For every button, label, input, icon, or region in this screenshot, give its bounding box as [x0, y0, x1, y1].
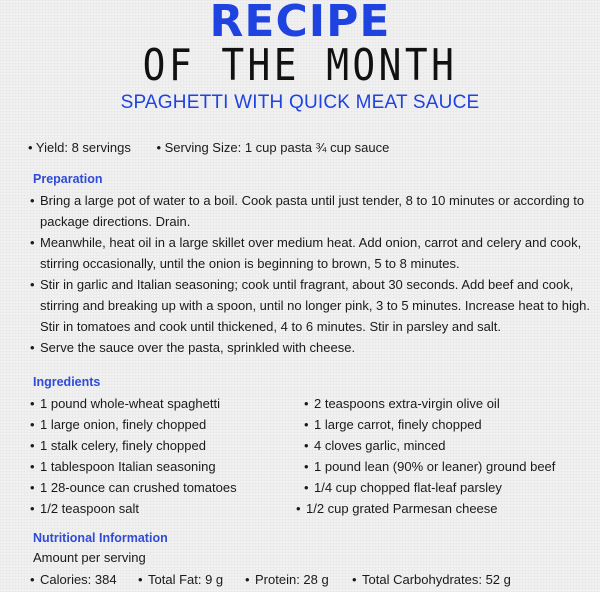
nutrition-protein: • Protein: 28 g [245, 572, 329, 587]
nutrition-heading: Nutritional Information [33, 531, 168, 545]
recipe-title: RECIPE [209, 0, 391, 47]
ingredient-item: • 4 cloves garlic, minced [304, 435, 555, 456]
nutrition-total-fat: • Total Fat: 9 g [138, 572, 223, 587]
ingredient-item: • 1/2 cup grated Parmesan cheese [296, 498, 555, 519]
nutrition-calories: • Calories: 384 [30, 572, 117, 587]
yield-row [28, 140, 411, 155]
prep-step: • Bring a large pot of water to a boil. Cook pasta until just tender, 8 to 10 minutes or according to package directions. Drain. [30, 190, 590, 232]
ingredient-item: • 1 28-ounce can crushed tomatoes [30, 477, 237, 498]
ingredient-item: • 1 stalk celery, finely chopped [30, 435, 237, 456]
ingredient-item: • 1/4 cup chopped flat-leaf parsley [304, 477, 555, 498]
prep-step: • Serve the sauce over the pasta, sprinkled with cheese. [30, 337, 590, 358]
preparation-list [30, 190, 590, 358]
ingredient-item: • 1 large carrot, finely chopped [304, 414, 555, 435]
ingredient-item: • 1 tablespoon Italian seasoning [30, 456, 237, 477]
ingredients-heading: Ingredients [33, 375, 101, 389]
preparation-heading: Preparation [33, 172, 103, 186]
ingredient-item: • 1/2 teaspoon salt [30, 498, 237, 519]
ingredient-item: • 1 pound lean (90% or leaner) ground beef [304, 456, 555, 477]
recipe-name: SPAGHETTI WITH QUICK MEAT SAUCE [120, 92, 480, 113]
ingredients-left-column [30, 393, 237, 519]
ingredients-right-column [304, 393, 555, 519]
amount-per-serving: Amount per serving [33, 550, 146, 565]
ingredient-item: • 1 large onion, finely chopped [30, 414, 237, 435]
nutrition-carbohydrates: • Total Carbohydrates: 52 g [352, 572, 511, 587]
ingredient-item: • 1 pound whole-wheat spaghetti [30, 393, 237, 414]
prep-step: • Stir in garlic and Italian seasoning; cook until fragrant, about 30 seconds. Add beef and cook, stirring and breaking up with a spoon, until no longer pink, 3 to 5 minutes. Increase heat to high. Stir in tomatoes and cook until thickened, 4 to 6 minutes. Stir in parsley and salt. [30, 274, 590, 337]
yield-text: • Yield: 8 servings [28, 140, 131, 155]
ingredient-item: • 2 teaspoons extra-virgin olive oil [304, 393, 555, 414]
prep-step: • Meanwhile, heat oil in a large skillet over medium heat. Add onion, carrot and celery and cook, stirring occasionally, until the onion is beginning to brown, 5 to 8 minutes. [30, 232, 590, 274]
of-the-month-title: OF THE MONTH [142, 40, 458, 91]
serving-size-text: • Serving Size: 1 cup pasta ¾ cup sauce [156, 140, 390, 155]
